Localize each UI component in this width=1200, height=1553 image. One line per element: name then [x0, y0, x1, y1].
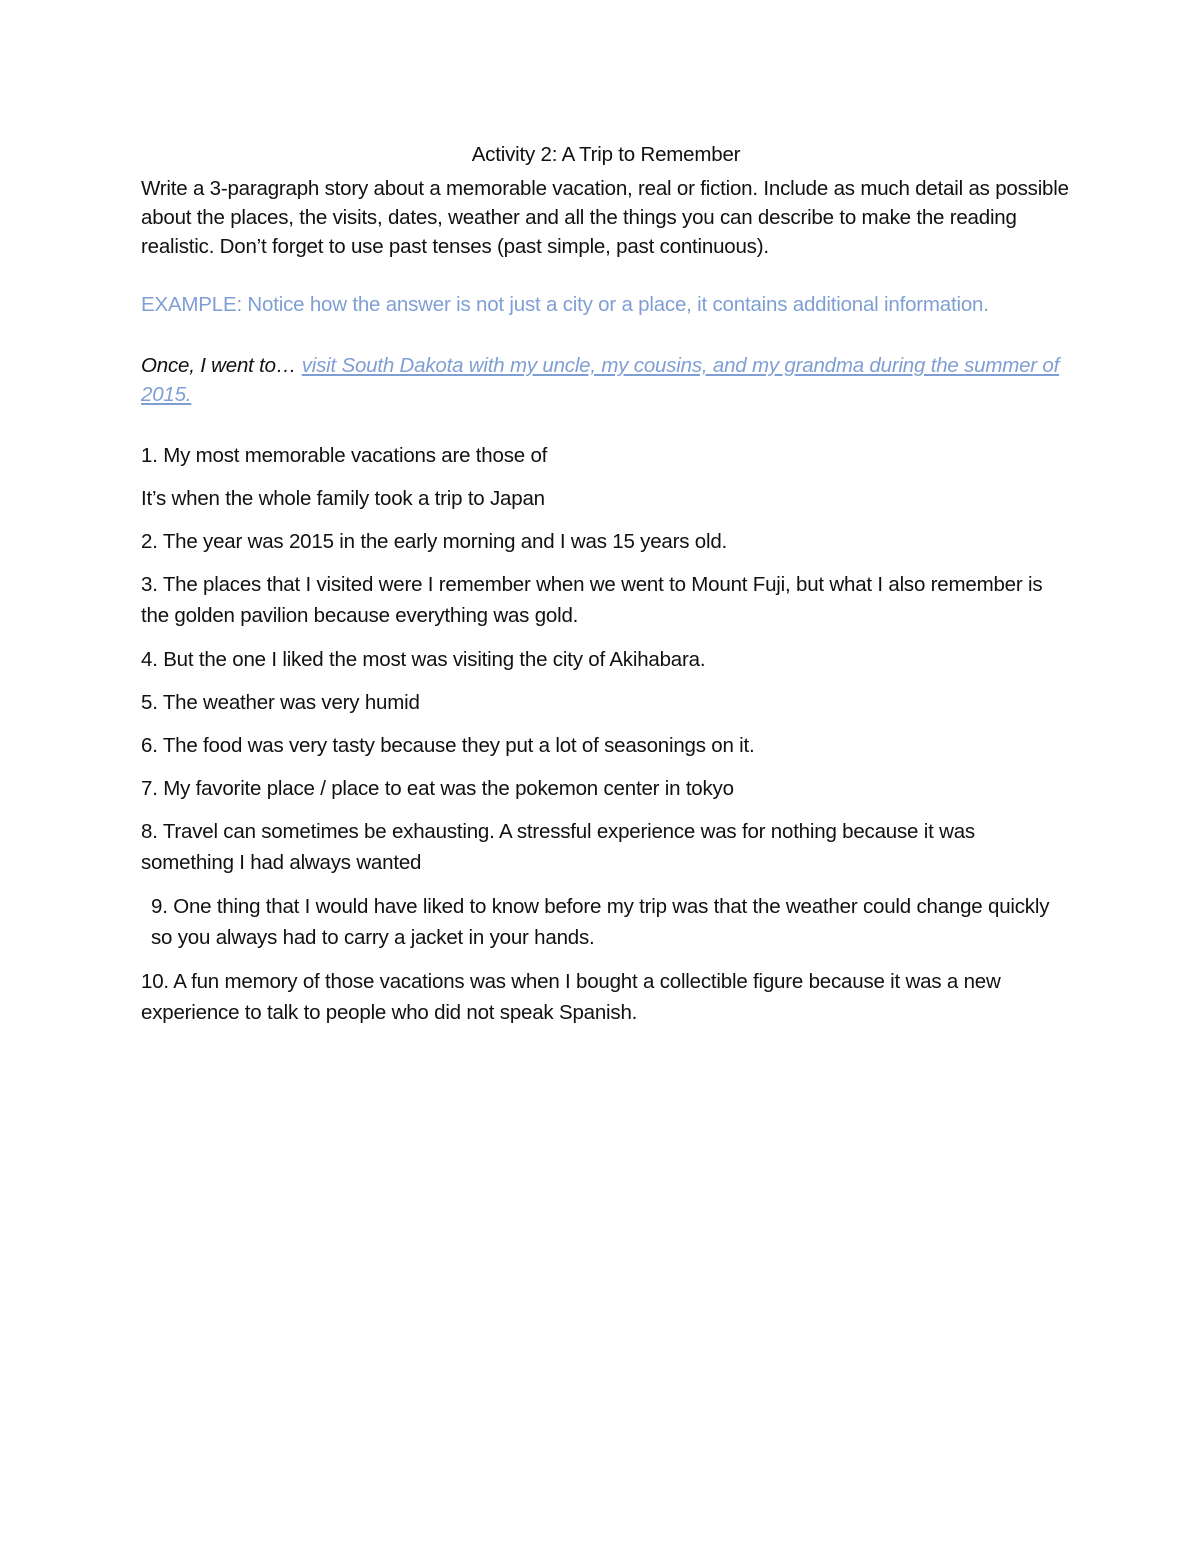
example-note: EXAMPLE: Notice how the answer is not just a city or a place, it contains additional information.	[141, 293, 989, 316]
answer-item-3: 3. The places that I visited were I remember when we went to Mount Fuji, but what I also remember is the golden pavilion because everything was gold.	[141, 573, 1043, 627]
answer-item-1: 1. My most memorable vacations are those of	[141, 444, 548, 467]
answer-item-4: 4. But the one I liked the most was visiting the city of Akihabara.	[141, 648, 706, 671]
example-prompt-line	[141, 351, 1071, 409]
example-prompt: Once, I went to…	[141, 354, 297, 377]
answer-item-9: 9. One thing that I would have liked to know before my trip was that the weather could change quickly so you always had to carry a jacket in your hands.	[151, 895, 1050, 949]
instructions-paragraph: Write a 3-paragraph story about a memorable vacation, real or fiction. Include as much detail as possible about the places, the visits, dates, weather and all the things you can describe to make the reading realistic. Don’t forget to use past tenses (past simple, past continuous).	[141, 177, 1069, 258]
answer-item-1-continuation: It’s when the whole family took a trip to Japan	[141, 487, 545, 510]
example-answer-link[interactable]: visit South Dakota with my uncle, my cousins, and my grandma during the summer of 2015.	[141, 354, 1060, 406]
answer-item-7: 7. My favorite place / place to eat was the pokemon center in tokyo	[141, 777, 734, 800]
answer-item-2: 2. The year was 2015 in the early morning and I was 15 years old.	[141, 530, 728, 553]
answer-item-10: 10. A fun memory of those vacations was when I bought a collectible figure because it was a new experience to talk to people who did not speak Spanish.	[141, 970, 1001, 1024]
document-content	[141, 140, 1071, 1041]
answers-list	[141, 440, 1071, 1028]
answer-item-8: 8. Travel can sometimes be exhausting. A stressful experience was for nothing because it was something I had always wanted	[141, 820, 975, 874]
answer-item-5: 5. The weather was very humid	[141, 691, 420, 714]
document-title: Activity 2: A Trip to Remember	[471, 143, 741, 166]
answer-item-6: 6. The food was very tasty because they put a lot of seasonings on it.	[141, 734, 755, 757]
